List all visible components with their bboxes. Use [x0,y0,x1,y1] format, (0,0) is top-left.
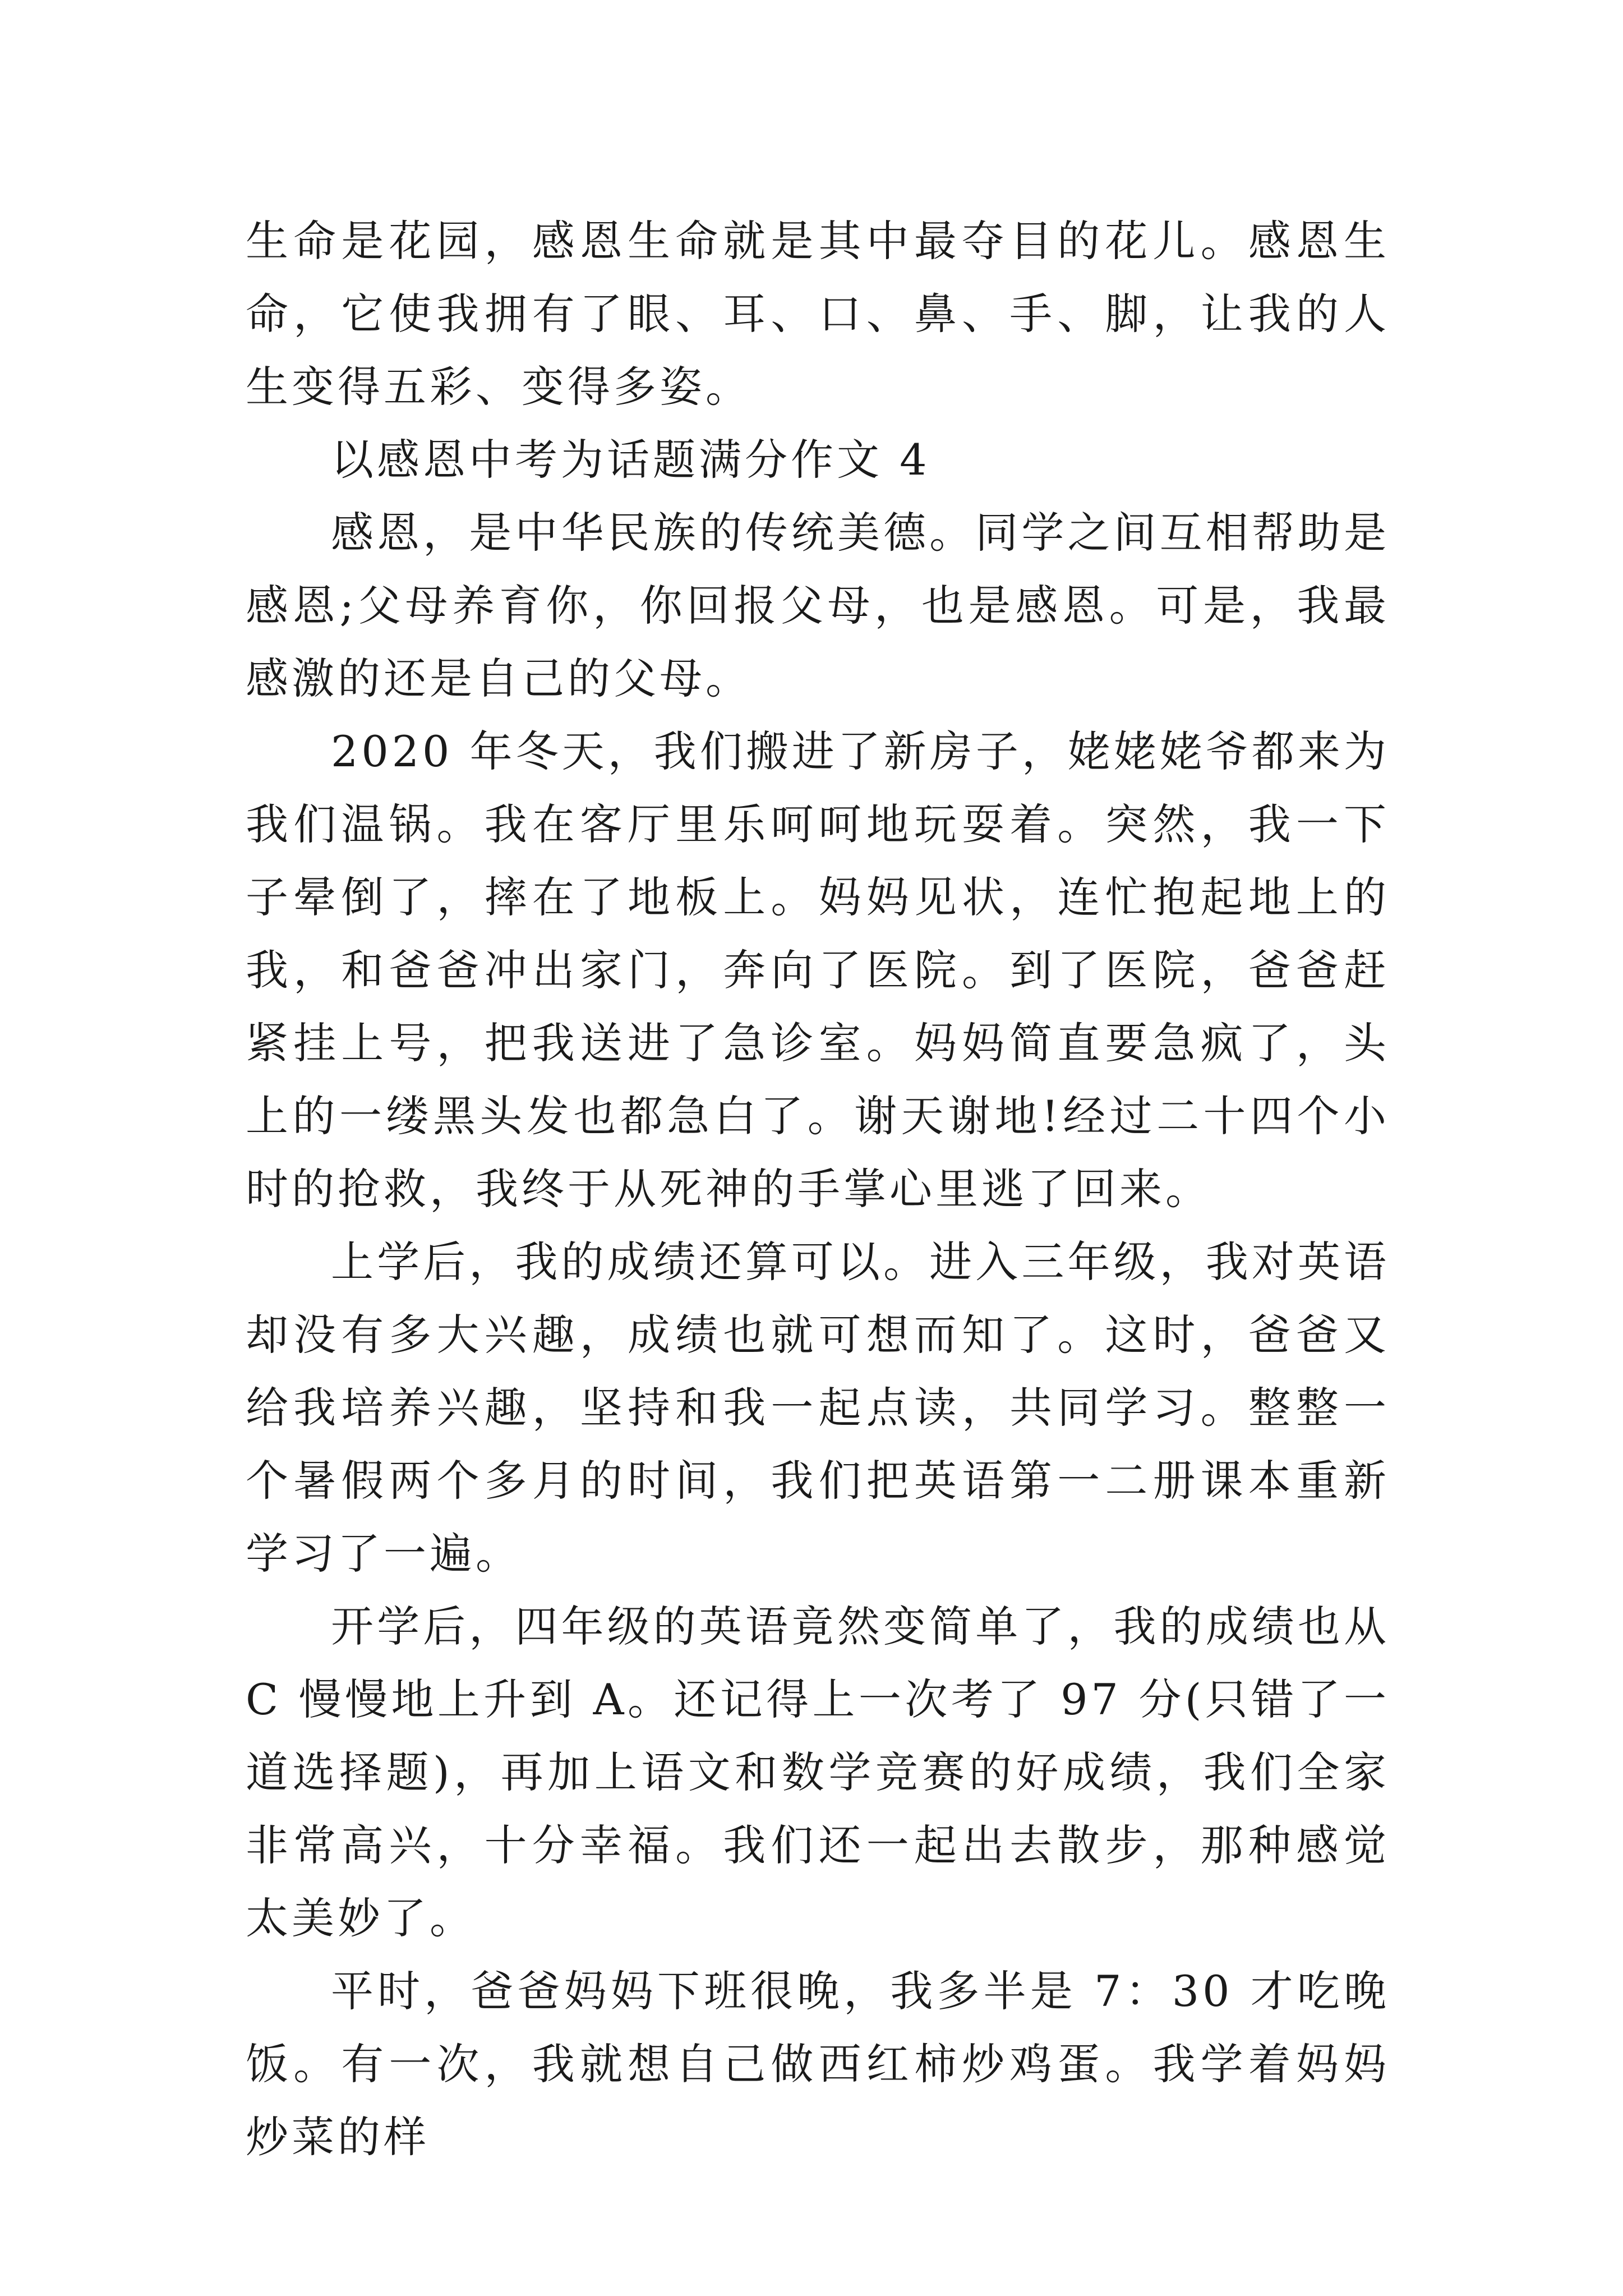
paragraph-1: 生命是花园，感恩生命就是其中最夺目的花儿。感恩生命，它使我拥有了眼、耳、口、鼻、手、脚，让我的人生变得五彩、变得多姿。 [246,216,1390,412]
paragraph-6: 平时，爸爸妈妈下班很晚，我多半是 7：30 才吃晚饭。有一次，我就想自己做西红柿炒鸡蛋。我学着妈妈炒菜的样 [246,1966,1390,2162]
document-body [246,205,1390,2174]
section-heading: 以感恩中考为话题满分作文 4 [331,435,930,485]
paragraph-3: 2020 年冬天，我们搬进了新房子，姥姥姥爷都来为我们温锅。我在客厅里乐呵呵地玩耍着。突然，我一下子晕倒了，摔在了地板上。妈妈见状，连忙抱起地上的我，和爸爸冲出家门，奔向了医院。到了医院，爸爸赶紧挂上号，把我送进了急诊室。妈妈简直要急疯了，头上的一缕黑头发也都急白了。谢天谢地!经过二十四个小时的抢救，我终于从死神的手掌心里逃了回来。 [246,726,1390,1214]
paragraph-5: 开学后，四年级的英语竟然变简单了，我的成绩也从 C 慢慢地上升到 A。还记得上一次考了 97 分(只错了一道选择题)，再加上语文和数学竞赛的好成绩，我们全家非常高兴，十分幸福。我们还一起出去散步，那种感觉太美妙了。 [246,1602,1390,1943]
paragraph-2: 感恩，是中华民族的传统美德。同学之间互相帮助是感恩;父母养育你，你回报父母，也是感恩。可是，我最感激的还是自己的父母。 [246,508,1390,703]
paragraph-4: 上学后，我的成绩还算可以。进入三年级，我对英语却没有多大兴趣，成绩也就可想而知了。这时，爸爸又给我培养兴趣，坚持和我一起点读，共同学习。整整一个暑假两个多月的时间，我们把英语第一二册课本重新学习了一遍。 [246,1237,1390,1579]
